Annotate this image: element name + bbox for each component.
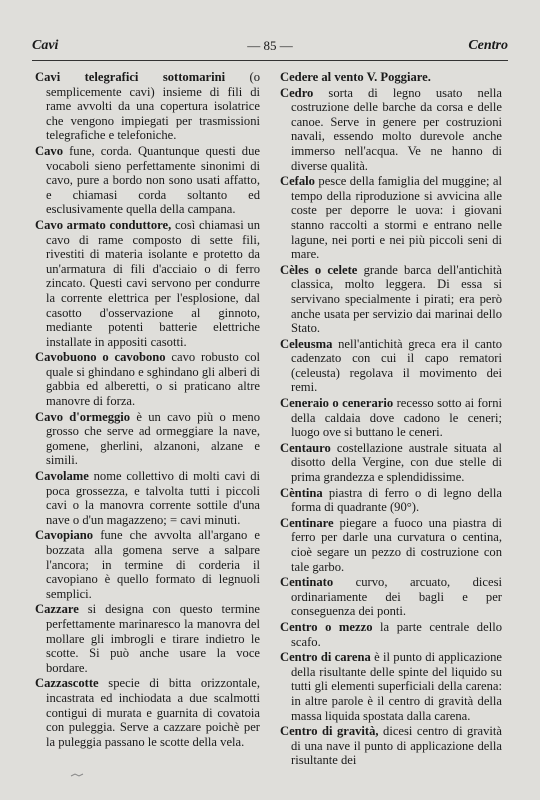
entry-term: Cazzare	[35, 602, 79, 617]
entry-text: fune, corda. Quantunque questi due vocaboli sieno perfettamente sinonimi di cavo, pure a bordo non sono usati affatto, e chiamasi corda soltanto ed esclusivamente quella della campana.	[46, 143, 260, 217]
dictionary-entry	[280, 575, 502, 619]
entry-text: costellazione australe situata al disotto della Vergine, con due stelle di prima grandezza e splendidissime.	[291, 440, 502, 485]
dictionary-entry	[280, 337, 502, 395]
dictionary-entry	[35, 410, 260, 468]
entry-term: Cavopiano	[35, 528, 94, 543]
entry-text: dicesi centro di gravità di una nave il punto di applicazione della risultante dei	[291, 724, 502, 768]
entry-term: Centinare	[280, 515, 334, 530]
entry-term: Cavo armato conduttore,	[35, 217, 172, 232]
dictionary-entry	[280, 650, 502, 723]
dictionary-entry	[280, 396, 502, 440]
page-number: — 85 —	[247, 38, 293, 53]
entry-term: Centinato	[280, 575, 334, 590]
entry-term: Cefalo	[280, 174, 315, 189]
entry-term: Cèles o celete	[280, 262, 358, 277]
dictionary-entry	[280, 724, 502, 768]
entry-term: Cavo	[35, 143, 63, 158]
left-column	[35, 70, 260, 750]
dictionary-entry	[35, 469, 260, 527]
entry-text: piastra di ferro o di legno della forma di quadrante (90°).	[291, 485, 502, 515]
entry-text: fune che avvolta all'argano e bozzata alla gomena serve a salpare l'ancora; in termine di corderia il cavopiano è quello formato di legnuoli semplici.	[46, 528, 260, 601]
entry-term: Cavolame	[35, 469, 89, 484]
entry-term: Cazzascotte	[35, 676, 99, 691]
entry-text: specie di bitta orizzontale, incastrata ed inchiodata a due scalmotti contigui di murata e guarnita di covatoia con puleggia. Serve a cazzare poichè per la puleggia passano le scotte della vela.	[46, 676, 260, 749]
entry-text: piegare a fuoco una piastra di ferro per darle una curvatura o centina, cioè segare un pezzo di costruzione con tale garbo.	[291, 515, 502, 574]
entry-term: Cedro	[280, 85, 314, 100]
ink-mark	[70, 772, 84, 778]
dictionary-entry	[35, 602, 260, 675]
entry-term: Centro o mezzo	[280, 619, 373, 634]
dictionary-entry	[280, 516, 502, 574]
dictionary-entry	[280, 620, 502, 649]
dictionary-entry	[35, 528, 260, 601]
header-right-word: Centro	[468, 38, 508, 53]
entry-term: Cavobuono o cavobono	[35, 350, 166, 365]
dictionary-entry	[35, 350, 260, 408]
header-left-word: Cavi	[32, 38, 59, 53]
entry-term: Celeusma	[280, 336, 333, 351]
running-header	[32, 38, 508, 60]
entry-text: è un cavo più o meno grosso che serve ad ormeggiare la nave, gomene, gherlini, alzanoni, alzane e simili.	[46, 409, 260, 468]
dictionary-entry	[35, 218, 260, 349]
dictionary-entry	[35, 70, 260, 143]
entry-text: grande barca dell'antichità classica, molto leggera. Di essa si servivano specialmente i pirati; era però anche usata per servizio dai marinai dello Stato.	[291, 262, 502, 336]
entry-term: Cavo d'ormeggio	[35, 409, 131, 424]
entry-term: Cèntina	[280, 485, 323, 500]
dictionary-entry	[280, 86, 502, 174]
entry-text: nome collettivo di molti cavi di poca grossezza, e talvolta tutti i piccoli cavi o la manovra corrente sottile d'una nave o d'un magazzeno; = cavi minuti.	[46, 469, 260, 527]
dictionary-entry	[280, 486, 502, 515]
dictionary-entry	[280, 70, 502, 85]
entry-text: curvo, arcuato, dicesi ordinariamente dei bagli e per conseguenza dei ponti.	[291, 575, 502, 619]
dictionary-entry	[280, 263, 502, 336]
entry-text: nell'antichità greca era il canto cadenzato con cui il capo rematori (celeusta) regolava il movimento dei remi.	[291, 336, 502, 395]
entry-text: sorta di legno usato nella costruzione delle barche da corsa e delle canoe. Serve in genere per costruzioni navali, essendo molto durevole anche immerso nell'acqua. Ve ne hanno di diverse qualità.	[291, 85, 502, 173]
dictionary-entry	[280, 441, 502, 485]
header-rule	[32, 60, 508, 61]
entry-text: pesce della famiglia del muggine; al tempo della riproduzione si avvicina alle coste per deporre le uova: i giovani stanno raccolti a stormi e entrano nelle lagune, nei porti e nei più piccoli seni di mare.	[291, 174, 502, 262]
entry-text: cavo robusto col quale si ghindano e sghindano gli alberi di gabbia ed alberetti, o si praticano altre manovre di forza.	[46, 350, 260, 409]
dictionary-entry	[35, 676, 260, 749]
entry-term: Centauro	[280, 440, 331, 455]
dictionary-entry	[280, 174, 502, 262]
entry-text: recesso sotto ai forni della caldaia dove cadono le ceneri; luogo ove si buttano le ceneri.	[291, 396, 503, 440]
entry-text: si designa con questo termine perfettamente marinaresco la manovra del mollare gli imbrogli e tirare indietro le scotte. Si può anche usare la voce bordare.	[46, 602, 260, 675]
entry-term: Centro di gravità,	[280, 724, 379, 739]
entry-term: Cavi telegrafici sottomarini	[35, 70, 226, 84]
right-column	[280, 70, 502, 769]
entry-text: (o semplicemente cavi) insieme di fili di rame avvolti da una copertura isolatrice che vengono impiegati per trasmissioni telegrafiche e telefoniche.	[46, 70, 260, 143]
entry-text: così chiamasi un cavo di rame composto di sette fili, rivestiti di materia isolante e protetto da un'armatura di fili d'acciaio o di ferro zincato. Questi cavi servono per condurre la corrente elettrica per l'esplosione, dal casotto d'osservazione al ginnoto, mediante potenti batterie elettriche installate in appositi casotti.	[46, 217, 260, 349]
entry-text: la parte centrale dello scafo.	[291, 619, 502, 649]
entry-text: è il punto di applicazione della risultante delle spinte del liquido su tutti gli elementi superficiali della carena: in altre parole è il centro di gravità della massa liquida spostata dalla carena.	[291, 650, 503, 723]
entry-term: Ceneraio o cenerario	[280, 396, 394, 411]
dictionary-entry	[35, 144, 260, 217]
entry-term: Cedere al vento V. Poggiare.	[280, 70, 431, 84]
entry-term: Centro di carena	[280, 650, 371, 665]
